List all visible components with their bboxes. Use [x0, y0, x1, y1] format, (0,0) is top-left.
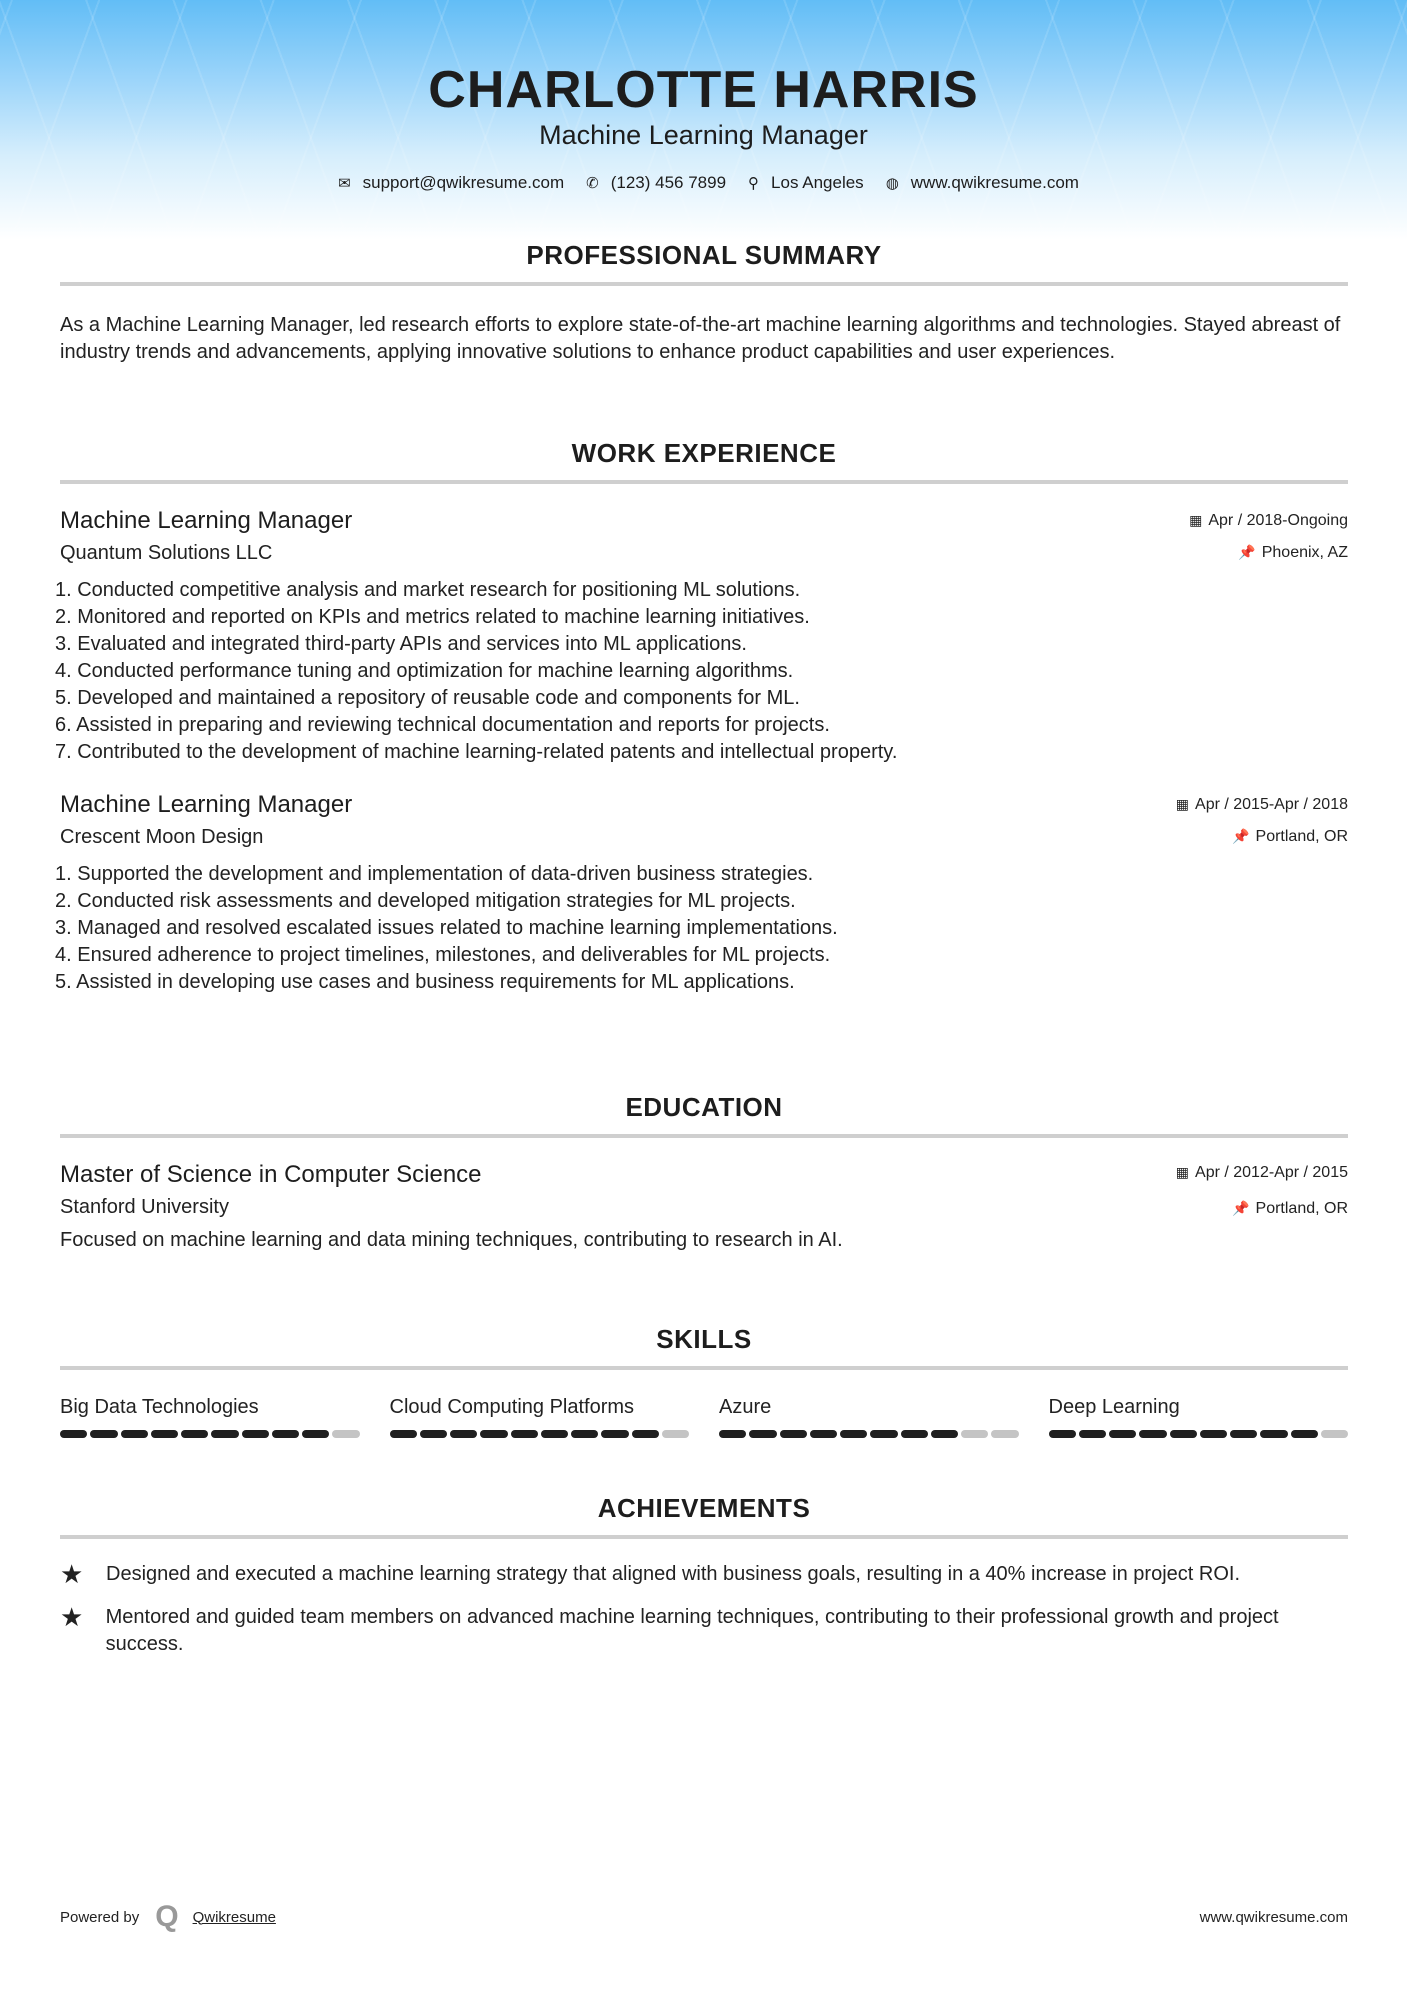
skill-dot — [810, 1430, 837, 1438]
skill-dot — [90, 1430, 117, 1438]
footer — [60, 1900, 1348, 1934]
job-title: Machine Learning Manager — [60, 507, 353, 534]
job-entry — [55, 506, 1348, 766]
skill-dot — [60, 1430, 87, 1438]
list-item: 4. Conducted performance tuning and optimization for machine learning algorithms. — [55, 660, 794, 682]
skill-dot — [332, 1430, 359, 1438]
list-item: 6. Assisted in preparing and reviewing technical documentation and reports for projects. — [55, 714, 830, 736]
skill-level-bar — [1049, 1430, 1349, 1438]
contact-bar — [0, 173, 1407, 193]
calendar-icon: ▦ — [1175, 1164, 1190, 1180]
skill-dot — [302, 1430, 329, 1438]
skill-name: Cloud Computing Platforms — [389, 1396, 635, 1418]
experience-section — [55, 438, 1348, 996]
list-item: 1. Supported the development and implementation of data-driven business strategies. — [55, 863, 814, 885]
edu-dates: ▦ Apr / 2012-Apr / 2015 — [1175, 1164, 1348, 1181]
job-bullets — [55, 861, 1348, 996]
job-title: Machine Learning Manager — [60, 791, 353, 818]
map-pin-icon: ⚲ — [748, 175, 760, 192]
skill-level-bar — [60, 1430, 360, 1438]
skill-dot — [719, 1430, 746, 1438]
skills-grid — [60, 1396, 1348, 1438]
skill-dot — [1079, 1430, 1106, 1438]
skill-dot — [121, 1430, 148, 1438]
skill-dot — [1260, 1430, 1287, 1438]
candidate-role: Machine Learning Manager — [539, 120, 868, 150]
calendar-icon: ▦ — [1189, 512, 1203, 528]
skill-dot — [181, 1430, 208, 1438]
job-bullets — [55, 577, 1348, 766]
list-item: 3. Evaluated and integrated third-party APIs and services into ML applications. — [55, 633, 747, 655]
achievement-item: ★ Mentored and guided team members on advanced machine learning techniques, contributing to their professional growth and project success. — [60, 1604, 1348, 1658]
skill-dot — [450, 1430, 477, 1438]
pin-icon: 📌 — [1238, 544, 1256, 560]
section-heading: PROFESSIONAL SUMMARY — [526, 240, 882, 270]
achievement-item: ★ Designed and executed a machine learning strategy that aligned with business goals, resulting in a 40% increase in project ROI. — [60, 1559, 1240, 1589]
list-item: 2. Monitored and reported on KPIs and metrics related to machine learning initiatives. — [55, 606, 810, 628]
qwikresume-logo-icon: Q — [155, 1900, 179, 1933]
edu-location: 📌 Portland, OR — [1232, 1200, 1348, 1217]
location: Los Angeles — [771, 173, 864, 192]
brand-link[interactable]: Qwikresume — [192, 1908, 276, 1926]
skill-dot — [991, 1430, 1018, 1438]
powered-by: Powered by — [60, 1908, 140, 1926]
skill-dot — [480, 1430, 507, 1438]
education-section — [60, 1092, 1348, 1254]
divider — [60, 1366, 1348, 1370]
skill-dot — [1291, 1430, 1318, 1438]
edu-description: Focused on machine learning and data mining techniques, contributing to research in AI. — [60, 1229, 843, 1251]
skill-dot — [571, 1430, 598, 1438]
footer-website[interactable]: www.qwikresume.com — [1199, 1908, 1348, 1926]
globe-icon: ◍ — [885, 175, 899, 192]
skill-dot — [272, 1430, 299, 1438]
phone-icon: ✆ — [586, 175, 599, 192]
summary-section — [60, 240, 1348, 366]
job-location: 📌 Phoenix, AZ — [1238, 544, 1348, 561]
divider — [60, 282, 1348, 286]
section-heading: ACHIEVEMENTS — [597, 1493, 811, 1523]
skill-dot — [780, 1430, 807, 1438]
skill-dot — [1230, 1430, 1257, 1438]
skill-item — [719, 1396, 1019, 1438]
skill-dot — [420, 1430, 447, 1438]
skill-name: Azure — [719, 1396, 772, 1418]
shooting-star-icon: ★ — [60, 1602, 84, 1632]
skill-dot — [1321, 1430, 1348, 1438]
section-heading: SKILLS — [656, 1324, 752, 1354]
skill-dot — [961, 1430, 988, 1438]
pin-icon: 📌 — [1232, 1200, 1250, 1216]
list-item: 2. Conducted risk assessments and developed mitigation strategies for ML projects. — [55, 890, 796, 912]
website[interactable]: www.qwikresume.com — [910, 173, 1079, 192]
skill-dot — [901, 1430, 928, 1438]
list-item: 4. Ensured adherence to project timelines, milestones, and deliverables for ML projects. — [55, 944, 831, 966]
phone: (123) 456 7899 — [610, 173, 727, 192]
skill-dot — [749, 1430, 776, 1438]
job-dates: ▦ Apr / 2015-Apr / 2018 — [1175, 796, 1348, 813]
envelope-icon: ✉ — [338, 175, 351, 192]
job-entry — [55, 790, 1348, 996]
shooting-star-icon: ★ — [60, 1559, 84, 1589]
job-location: 📌 Portland, OR — [1232, 828, 1348, 845]
pin-icon: 📌 — [1232, 828, 1250, 844]
skill-item — [1049, 1396, 1349, 1438]
skill-dot — [390, 1430, 417, 1438]
divider — [60, 1134, 1348, 1138]
skill-dot — [931, 1430, 958, 1438]
school: Stanford University — [60, 1196, 229, 1218]
skill-dot — [870, 1430, 897, 1438]
skill-dot — [242, 1430, 269, 1438]
header — [0, 0, 1407, 240]
skill-dot — [1049, 1430, 1076, 1438]
skill-dot — [840, 1430, 867, 1438]
company: Quantum Solutions LLC — [60, 542, 273, 564]
skill-dot — [211, 1430, 238, 1438]
skill-dot — [541, 1430, 568, 1438]
degree: Master of Science in Computer Science — [60, 1161, 482, 1188]
skill-item — [60, 1396, 360, 1438]
list-item: 3. Managed and resolved escalated issues related to machine learning implementations. — [55, 917, 838, 939]
skills-section — [60, 1324, 1348, 1438]
company: Crescent Moon Design — [60, 826, 264, 848]
skill-dot — [632, 1430, 659, 1438]
divider — [60, 480, 1348, 484]
achievements-section — [60, 1493, 1348, 1658]
skill-dot — [1139, 1430, 1166, 1438]
skill-dot — [1200, 1430, 1227, 1438]
list-item: 5. Developed and maintained a repository of reusable code and components for ML. — [55, 687, 800, 709]
list-item: 5. Assisted in developing use cases and business requirements for ML applications. — [55, 971, 795, 993]
skill-dot — [511, 1430, 538, 1438]
skill-item — [390, 1396, 690, 1438]
skill-dot — [601, 1430, 628, 1438]
divider — [60, 1535, 1348, 1539]
skill-dot — [662, 1430, 689, 1438]
calendar-icon: ▦ — [1175, 796, 1190, 812]
candidate-name: CHARLOTTE HARRIS — [428, 61, 979, 119]
email[interactable]: support@qwikresume.com — [362, 173, 565, 192]
section-heading: WORK EXPERIENCE — [571, 438, 837, 468]
skill-name: Deep Learning — [1048, 1396, 1180, 1418]
skill-dot — [151, 1430, 178, 1438]
skill-dot — [1170, 1430, 1197, 1438]
list-item: 1. Conducted competitive analysis and market research for positioning ML solutions. — [55, 579, 801, 601]
education-entry — [60, 1160, 1348, 1254]
list-item: 7. Contributed to the development of machine learning-related patents and intellectual property. — [55, 741, 898, 763]
skill-level-bar — [719, 1430, 1019, 1438]
skill-level-bar — [390, 1430, 690, 1438]
job-dates: ▦ Apr / 2018-Ongoing — [1189, 512, 1348, 529]
skill-name: Big Data Technologies — [60, 1396, 259, 1418]
section-heading: EDUCATION — [625, 1092, 783, 1122]
skill-dot — [1109, 1430, 1136, 1438]
summary-text: As a Machine Learning Manager, led research efforts to explore state-of-the-art machine learning algorithms and technologies. Stayed abreast of industry trends and advancements, applying innovative solutions to enhance product capabilities and user experiences. — [60, 314, 1341, 363]
